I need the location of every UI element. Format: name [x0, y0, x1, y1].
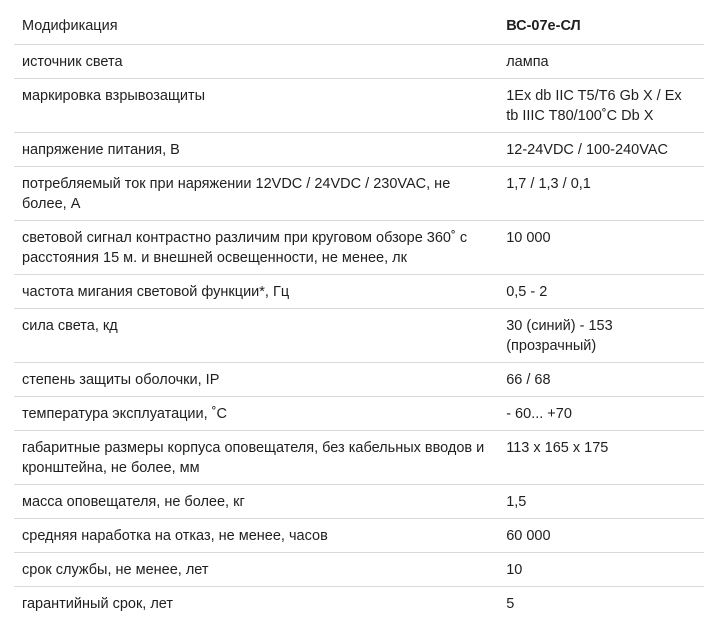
row-param: частота мигания световой функции*, Гц	[14, 275, 498, 309]
row-value: 113 х 165 х 175	[498, 431, 704, 485]
row-value: 10	[498, 553, 704, 587]
row-param: температура эксплуатации, ˚С	[14, 397, 498, 431]
table-row	[14, 431, 704, 485]
row-param: степень защиты оболочки, IP	[14, 363, 498, 397]
row-param: масса оповещателя, не более, кг	[14, 485, 498, 519]
row-value: 30 (синий) - 153 (прозрачный)	[498, 309, 704, 363]
row-param: напряжение питания, В	[14, 133, 498, 167]
row-value: 1Ex db IIC T5/T6 Gb X / Ex tb IIIC T80/100˚C Db X	[498, 79, 704, 133]
row-value: 1,7 / 1,3 / 0,1	[498, 167, 704, 221]
row-param: потребляемый ток при наряжении 12VDC / 24VDC / 230VAC, не более, А	[14, 167, 498, 221]
header-param: Модификация	[14, 8, 498, 45]
row-param: сила света, кд	[14, 309, 498, 363]
row-value: лампа	[498, 45, 704, 79]
header-model: ВС-07е-СЛ	[498, 8, 704, 45]
table-row	[14, 363, 704, 397]
row-value: 60 000	[498, 519, 704, 553]
table-row	[14, 221, 704, 275]
table-row	[14, 553, 704, 587]
table-row	[14, 397, 704, 431]
specifications-table	[14, 8, 704, 620]
row-param: гарантийный срок, лет	[22, 596, 174, 612]
table-row	[14, 133, 704, 167]
table-row	[14, 519, 704, 553]
table-row	[14, 45, 704, 79]
row-param: средняя наработка на отказ, не менее, часов	[14, 519, 498, 553]
table-row	[14, 309, 704, 363]
table-row	[14, 485, 704, 519]
row-param: источник света	[14, 45, 498, 79]
row-value: 5	[506, 596, 515, 612]
row-param: срок службы, не менее, лет	[14, 553, 498, 587]
table-header-row	[14, 8, 704, 45]
table-row	[14, 587, 704, 621]
table-row	[14, 167, 704, 221]
row-value: 66 / 68	[498, 363, 704, 397]
table-row	[14, 275, 704, 309]
row-param: габаритные размеры корпуса оповещателя, без кабельных вводов и кронштейна, не более, мм	[14, 431, 498, 485]
row-value: 12-24VDC / 100-240VAC	[498, 133, 704, 167]
row-param: маркировка взрывозащиты	[14, 79, 498, 133]
row-value: 10 000	[498, 221, 704, 275]
table-row	[14, 79, 704, 133]
row-value: 1,5	[498, 485, 704, 519]
row-value: 0,5 - 2	[498, 275, 704, 309]
row-value: - 60... +70	[498, 397, 704, 431]
row-param: световой сигнал контрастно различим при круговом обзоре 360˚ с расстояния 15 м. и внешней освещенности, не менее, лк	[14, 221, 498, 275]
